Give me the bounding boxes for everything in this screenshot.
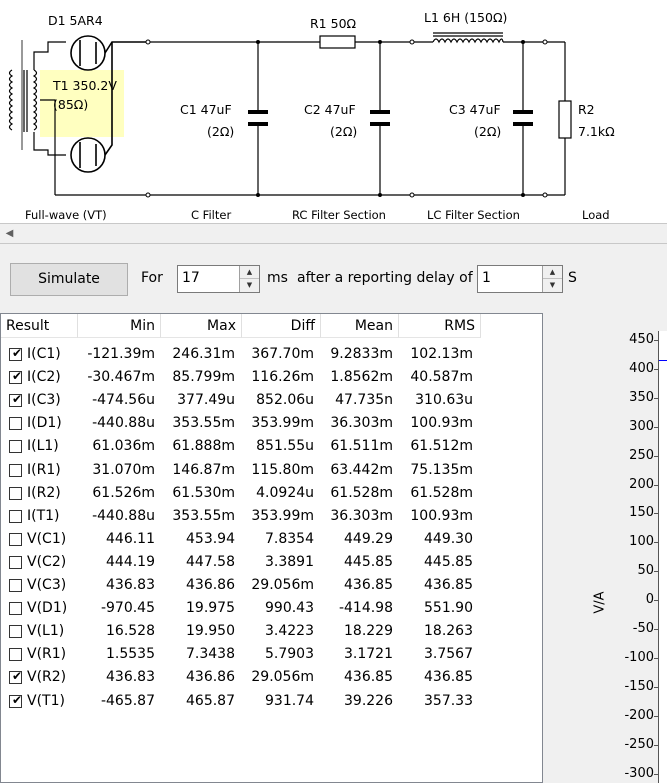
cell-rms: 61.528m [410,484,473,501]
cell-mean: 47.735n [335,392,393,409]
wiring [55,42,565,195]
cell-diff: 116.26m [251,369,314,386]
duration-spinner[interactable] [177,265,260,293]
row-checkbox[interactable] [9,648,22,661]
row-checkbox[interactable] [9,394,22,407]
cell-mean: 36.303m [330,415,393,432]
result-name: I(C2) [27,369,61,386]
ms-label: ms [267,270,288,286]
trace-line [659,360,667,361]
column-header-min[interactable]: Min [78,314,161,338]
table-row[interactable] [1,691,481,714]
y-tick-label: -200 [624,707,654,723]
cell-min: -474.56u [92,392,155,409]
result-name: I(D1) [27,415,62,432]
y-axis-label: V/A [592,591,608,614]
row-checkbox[interactable] [9,417,22,430]
c3-esr-label: (2Ω) [474,124,502,139]
row-checkbox[interactable] [9,464,22,477]
cell-rms: 551.90 [424,600,473,617]
checkmark-icon: ✔ [12,692,23,707]
cell-min: 444.19 [106,553,155,570]
result-name: V(T1) [27,692,65,709]
cell-min: 61.036m [92,438,155,455]
cell-max: 61.530m [172,484,235,501]
table-row[interactable] [1,506,481,529]
y-tick-label: -300 [624,765,654,781]
cell-diff: 852.06u [256,392,314,409]
r1-label: R1 50Ω [310,16,357,31]
table-row[interactable] [1,598,481,621]
cell-max: 61.888m [172,438,235,455]
table-row[interactable] [1,344,481,367]
section-label-lc-filter: LC Filter Section [427,208,520,222]
y-tick-label: 200 [629,476,654,492]
cell-mean: 9.2833m [330,346,393,362]
c3-label: C3 47uF [449,102,501,117]
table-row[interactable] [1,621,481,644]
result-name: I(R1) [27,461,61,478]
circuit-schematic [0,0,667,223]
cell-min: 31.070m [92,461,155,478]
y-tick-label: 250 [629,447,654,463]
cell-diff: 990.43 [265,600,314,617]
y-tick-label: 0 [645,592,654,608]
checkmark-icon: ✔ [12,669,23,684]
table-row[interactable] [1,667,481,690]
cell-min: 436.83 [106,669,155,686]
cell-min: 436.83 [106,577,155,593]
y-tick-label: 300 [629,418,654,434]
cell-mean: 1.8562m [330,369,393,386]
result-name: I(R2) [27,484,61,501]
table-row[interactable] [1,483,481,506]
checkmark-icon: ✔ [12,346,23,360]
y-tick-label: -150 [624,678,654,694]
row-checkbox[interactable] [9,556,22,569]
cell-rms: 102.13m [410,346,473,362]
checkmark-icon: ✔ [12,369,23,384]
result-name: V(L1) [27,623,65,640]
cell-max: 19.975 [186,600,235,617]
cell-min: 1.5535 [106,646,155,663]
inductor-l1 [433,33,503,42]
result-name: V(R1) [27,646,67,663]
spin-down-icon[interactable]: ▼ [240,278,259,291]
cell-diff: 367.70m [251,346,314,362]
cell-min: 61.526m [92,484,155,501]
cell-max: 146.87m [172,461,235,478]
row-checkbox[interactable] [9,579,22,592]
cell-max: 465.87 [186,692,235,709]
delay-updown[interactable] [542,266,562,292]
cell-rms: 40.587m [410,369,473,386]
cell-rms: 436.85 [424,669,473,686]
cell-min: -440.88u [92,415,155,432]
c2-esr-label: (2Ω) [330,124,358,139]
cell-mean: 18.229 [344,623,393,640]
table-row[interactable] [1,436,481,459]
y-tick-label: 350 [629,389,654,405]
c1-label: C1 47uF [180,102,232,117]
table-row[interactable] [1,460,481,483]
duration-input[interactable]: 17 [182,270,200,286]
y-tick-label: -250 [624,736,654,752]
cell-diff: 7.8354 [265,530,314,547]
y-tick-label: 450 [629,332,654,347]
y-tick-label: 50 [637,563,654,579]
spin-up-icon[interactable]: ▲ [246,268,253,276]
cell-diff: 5.7903 [265,646,314,663]
results-table [0,313,543,783]
cell-min: -465.87 [100,692,155,709]
resistor-r2 [559,101,571,138]
table-row[interactable] [1,413,481,436]
section-label-rc-filter: RC Filter Section [292,208,386,222]
cell-min: 446.11 [106,530,155,547]
cell-rms: 75.135m [410,461,473,478]
cell-diff: 353.99m [251,507,314,524]
cell-max: 85.799m [172,369,235,386]
cell-rms: 100.93m [410,507,473,524]
cell-max: 353.55m [172,415,235,432]
duration-updown[interactable] [239,266,259,292]
table-row[interactable] [1,529,481,552]
cell-max: 7.3438 [186,646,235,663]
cell-mean: 436.85 [344,669,393,686]
resistor-r1 [320,36,355,48]
cell-max: 453.94 [186,530,235,547]
table-row[interactable] [1,390,481,413]
row-checkbox[interactable] [9,533,22,546]
r2-label: R2 [578,102,595,117]
y-tick-label: -50 [632,621,654,636]
cell-diff: 115.80m [251,461,314,478]
table-row[interactable] [1,367,481,390]
row-checkbox[interactable] [9,440,22,453]
y-tick-label: 400 [629,360,654,376]
result-name: I(C3) [27,392,61,409]
delay-input[interactable]: 1 [482,270,491,286]
cell-mean: 63.442m [330,461,393,478]
junction-dots [256,40,525,197]
cell-min: -970.45 [100,600,155,617]
cell-rms: 357.33 [424,692,473,709]
spin-down-icon[interactable]: ▼ [543,278,562,291]
section-label-fullwave: Full-wave (VT) [25,208,107,222]
row-checkbox[interactable] [9,371,22,384]
row-checkbox[interactable] [9,510,22,523]
row-checkbox[interactable] [9,671,22,684]
checkmark-icon: ✔ [12,392,23,407]
s-label: S [568,270,577,286]
row-checkbox[interactable] [9,487,22,500]
result-name: V(D1) [27,600,68,617]
cell-max: 436.86 [186,669,235,686]
horizontal-scrollbar[interactable] [0,223,667,244]
row-checkbox[interactable] [9,692,23,708]
cell-diff: 3.4223 [265,623,314,640]
cell-mean: 449.29 [344,530,393,547]
cell-diff: 851.55u [256,438,314,455]
cell-rms: 310.63u [415,392,473,409]
table-header [1,314,542,338]
result-name: I(T1) [27,507,60,524]
cell-rms: 449.30 [424,530,473,547]
result-name: I(C1) [27,346,61,362]
cell-rms: 18.263 [424,623,473,640]
cell-diff: 353.99m [251,415,314,432]
y-tick-label: 100 [629,534,654,550]
section-label-c-filter: C Filter [191,208,232,222]
for-label: For [141,270,163,286]
result-name: I(L1) [27,438,59,455]
result-name: V(R2) [27,669,67,686]
section-label-load: Load [582,208,610,222]
t1-impedance-label: (85Ω) [53,97,89,112]
cell-rms: 61.512m [410,438,473,455]
cell-rms: 100.93m [410,415,473,432]
column-header-result[interactable]: Result [1,314,78,338]
cell-max: 436.86 [186,577,235,593]
terminal-dots [146,40,547,197]
r2-value-label: 7.1kΩ [578,124,615,139]
cell-max: 19.950 [186,623,235,640]
column-header-max[interactable]: Max [161,314,242,338]
simulate-button[interactable]: Simulate [10,263,128,296]
cell-mean: 39.226 [344,692,393,709]
cell-mean: 61.528m [330,484,393,501]
cell-min: 16.528 [106,623,155,640]
y-tick-label: 150 [629,505,654,521]
result-name: V(C2) [27,553,67,570]
row-checkbox[interactable] [9,602,22,615]
scroll-left-arrow-icon[interactable]: ◀ [5,228,14,239]
cell-diff: 931.74 [265,692,314,709]
plot-area[interactable] [658,331,667,783]
cell-mean: 61.511m [330,438,393,455]
cell-mean: 3.1721 [344,646,393,663]
cell-max: 353.55m [172,507,235,524]
cell-diff: 29.056m [251,577,314,593]
table-row[interactable] [1,552,481,575]
table-row[interactable] [1,575,481,598]
row-checkbox[interactable] [9,348,22,361]
cell-diff: 4.0924u [256,484,314,501]
cell-mean: 445.85 [344,553,393,570]
waveform-graph [545,313,667,783]
cell-mean: -414.98 [338,600,393,617]
result-name: V(C3) [27,577,67,593]
row-checkbox[interactable] [9,625,22,638]
d1-label: D1 5AR4 [48,13,103,28]
cell-min: -121.39m [87,346,155,362]
cell-mean: 36.303m [330,507,393,524]
cell-min: -30.467m [87,369,155,386]
cell-rms: 445.85 [424,553,473,570]
t1-label: T1 350.2V [53,78,117,93]
delay-spinner[interactable] [477,265,563,293]
l1-label: L1 6H (150Ω) [424,10,508,25]
cell-rms: 3.7567 [424,646,473,663]
cell-mean: 436.85 [344,577,393,593]
cell-max: 377.49u [177,392,235,409]
schematic-diagram [0,0,667,223]
cell-max: 447.58 [186,553,235,570]
cell-diff: 3.3891 [265,553,314,570]
cell-max: 246.31m [172,346,235,362]
table-row[interactable] [1,644,481,667]
column-header-diff[interactable]: Diff [242,314,321,338]
c2-label: C2 47uF [304,102,356,117]
c1-esr-label: (2Ω) [207,124,235,139]
column-header-mean[interactable]: Mean [321,314,399,338]
delay-label: after a reporting delay of [297,270,473,286]
cell-rms: 436.85 [424,577,473,593]
cell-diff: 29.056m [251,669,314,686]
y-tick-label: -100 [624,649,654,665]
simulation-controls [0,245,667,311]
spin-up-icon[interactable]: ▲ [549,268,556,276]
result-name: V(C1) [27,530,67,547]
cell-min: -440.88u [92,507,155,524]
column-header-rms[interactable]: RMS [399,314,481,338]
